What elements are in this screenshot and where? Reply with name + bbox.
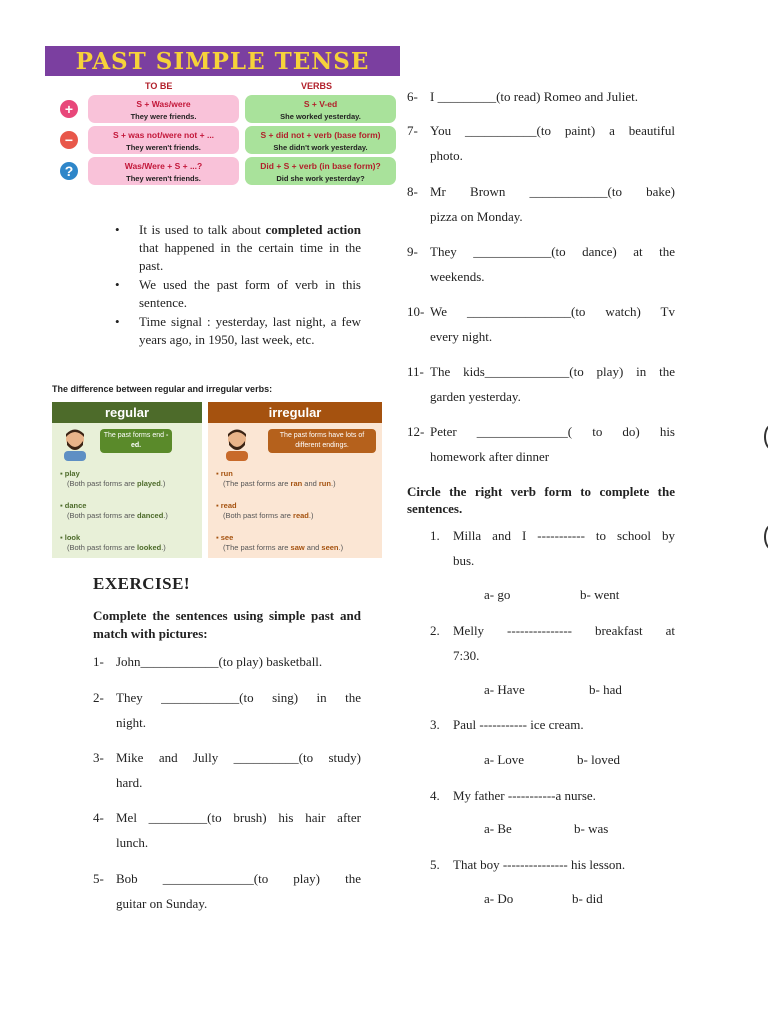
difference-title: The difference between regular and irregular verbs:	[52, 384, 273, 394]
plus-icon: +	[60, 100, 78, 118]
circle-question-2: 2. Melly --------------- breakfast at 7:30.	[430, 623, 675, 663]
option-b[interactable]: b- had	[589, 682, 622, 697]
question-9: 9- They ____________(to dance) at the weekends.	[407, 244, 675, 284]
example: They weren't friends.	[126, 143, 201, 152]
edge-ring-decoration	[764, 424, 768, 450]
example: They weren't friends.	[126, 174, 201, 183]
regular-item-dance: ▪ dance (Both past forms are danced.)	[60, 501, 168, 520]
tobe-negative-cell	[88, 126, 239, 154]
example: She worked yesterday.	[280, 112, 361, 121]
regular-speech-bubble: The past forms end -ed.	[100, 429, 172, 453]
option-a[interactable]: a- go	[484, 587, 511, 602]
formula: S + V-ed	[303, 99, 338, 109]
verbs-positive-cell	[245, 95, 396, 123]
question-8: 8- Mr Brown ____________(to bake) pizza on Monday.	[407, 184, 675, 224]
irregular-item-read: ▪ read (Both past forms are read.)	[216, 501, 314, 520]
formula: Was/Were + S + ...?	[124, 161, 203, 171]
option-b[interactable]: b- loved	[577, 752, 620, 767]
irregular-item-run: ▪ run (The past forms are ran and run.)	[216, 469, 336, 488]
question-4: 4- Mel _________(to brush) his hair after lunch.	[93, 810, 361, 850]
exercise-instruction: Complete the sentences using simple past and match with pictures:	[93, 608, 361, 641]
question-1: 1- John____________(to play) basketball.	[93, 654, 323, 669]
circle-question-5: 5. That boy --------------- his lesson.	[430, 857, 626, 872]
irregular-item-see: ▪ see (The past forms are saw and seen.)	[216, 533, 344, 552]
question-5: 5- Bob ______________(to play) the guitar on Sunday.	[93, 871, 361, 911]
tobe-question-cell	[88, 157, 239, 185]
option-b[interactable]: b- was	[574, 821, 609, 836]
formula: S + did not + verb (base form)	[260, 130, 381, 140]
regular-item-look: ▪ look (Both past forms are looked.)	[60, 533, 166, 552]
question-7: 7- You ___________(to paint) a beautiful photo.	[407, 123, 675, 163]
question-10: 10- We ________________(to watch) Tv every night.	[407, 304, 675, 344]
regular-header: regular	[52, 402, 202, 423]
usage-notes	[115, 221, 361, 350]
question-icon: ?	[60, 162, 78, 180]
edge-ring-decoration	[764, 524, 768, 550]
exercise-title: EXERCISE!	[93, 574, 191, 593]
list-item: • We used the past form of verb in this sentence.	[115, 276, 361, 312]
option-b[interactable]: b- did	[572, 891, 603, 906]
verbs-question-cell	[245, 157, 396, 185]
man-avatar-icon	[60, 427, 90, 461]
option-a[interactable]: a- Have	[484, 682, 525, 697]
circle-question-4: 4. My father -----------a nurse.	[430, 788, 596, 803]
verbs-negative-cell	[245, 126, 396, 154]
formula: S + was not/were not + ...	[112, 130, 215, 140]
circle-question-1: 1. Milla and I ----------- to school by bus.	[430, 528, 675, 568]
option-a[interactable]: a- Be	[484, 821, 512, 836]
example: They were friends.	[130, 112, 197, 121]
question-11: 11- The kids_____________(to play) in the garden yesterday.	[407, 364, 675, 404]
circle-instruction: Circle the right verb form to complete the sentences.	[407, 484, 675, 516]
circle-question-3: 3. Paul ----------- ice cream.	[430, 717, 584, 732]
title-banner	[45, 46, 400, 76]
example: Did she work yesterday?	[276, 174, 365, 183]
irregular-header: irregular	[208, 402, 382, 423]
formula: S + Was/were	[136, 99, 191, 109]
page-title: PAST SIMPLE TENSE	[75, 47, 370, 75]
minus-icon: −	[60, 131, 78, 149]
example: She didn't work yesterday.	[273, 143, 368, 152]
regular-item-play: ▪ play (Both past forms are played.)	[60, 469, 166, 488]
man-avatar-icon	[222, 427, 252, 461]
option-a[interactable]: a- Love	[484, 752, 525, 767]
regular-panel	[52, 402, 202, 558]
list-item: • Time signal : yesterday, last night, a few years ago, in 1950, last week, etc.	[115, 313, 361, 349]
question-3: 3- Mike and Jully __________(to study) hard.	[93, 750, 361, 790]
tobe-positive-cell	[88, 95, 239, 123]
option-b[interactable]: b- went	[580, 587, 620, 602]
question-6: 6- I _________(to read) Romeo and Juliet.	[407, 89, 638, 104]
irregular-panel	[208, 402, 382, 558]
formula: Did + S + verb (in base form)?	[260, 161, 381, 171]
col-header-tobe: TO BE	[145, 81, 173, 91]
question-2: 2- They ____________(to sing) in the night.	[93, 690, 361, 730]
option-a[interactable]: a- Do	[484, 891, 514, 906]
col-header-verbs: VERBS	[301, 81, 333, 91]
irregular-speech-bubble: The past forms have lots of different endings.	[268, 429, 376, 453]
list-item: • It is used to talk about completed action that happened in the certain time in the past.	[115, 221, 361, 275]
question-12: 12- Peter ______________( to do) his homework after dinner	[407, 424, 675, 464]
